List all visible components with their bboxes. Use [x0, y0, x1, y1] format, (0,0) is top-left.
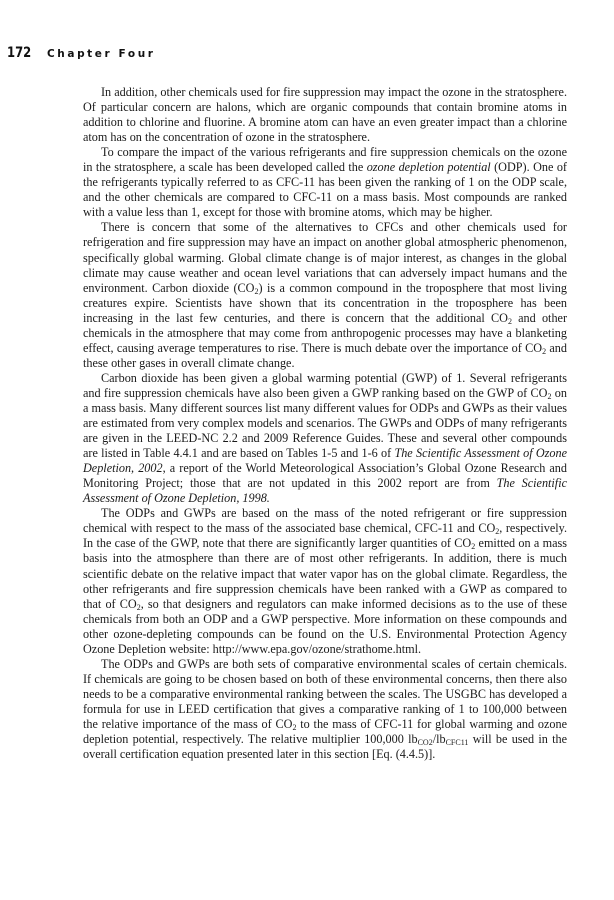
term-odp: ozone depletion potential — [366, 160, 491, 175]
body-text — [83, 85, 567, 762]
paragraph-halons: In addition, other chemicals used for fire suppression may impact the ozone in the stratosphere. Of particular concern are halons, which are organic compounds that contain bromine atoms in addition to chlorine and fluorine. A bromine atom can have an even greater impact than a chlorine atom has on the concentration of ozone in the stratosphere. — [83, 85, 567, 145]
chapter-title: Chapter Four — [47, 48, 156, 60]
paragraph-odp: To compare the impact of the various refrigerants and fire suppression chemicals on the ozone in the stratosphere, a scale has been developed called the ozone depletion potential (ODP). One of the refrigerants typically referred to as CFC-11 has been given the ranking of 1 on the ODP scale, and the other chemicals are compared to CFC-11 on a mass basis. Most compounds are ranked with a value less than 1, except for those with bromine atoms, which may be higher. — [83, 145, 567, 220]
paragraph-gwp: Carbon dioxide has been given a global warming potential (GWP) of 1. Several refrigerants and fire suppression chemicals have also been given a GWP ranking based on the GWP of $CO_2$ on a mass basis. Many different sources list many different values for ODPs and GWPs as their values are estimated from very complex models and scenarios. The GWPs and ODPs of many refrigerants are given in the LEED-NC 2.2 and 2009 Reference Guides. These and several other compounds are listed in Table 4.4.1 and are based on Tables 1-5 and 1-6 of The Scientific Assessment of Ozone Depletion, 2002, a report of the World Meteorological Association’s Global Ozone Research and Monitoring Project; those that are not updated in this 2002 report are from The Scientific Assessment of Ozone Depletion, 1998. — [83, 370, 567, 506]
paragraph-mass-basis: The ODPs and GWPs are based on the mass of the noted refrigerant or fire suppression chemical with respect to the mass of the associated base chemical, CFC-11 and $CO_2$, respectively. In the case of the GWP, note that there are significantly larger quantities of $CO_2$ emitted on a mass basis into the atmosphere than there are of most other refrigerants. In addition, there is much scientific debate on the relative impact that water vapor has on the global climate. Regardless, the other refrigerants and fire suppression chemicals have been ranked with a GWP as compared to that of $CO_2$, so that designers and regulators can make informed decisions as to the use of these chemicals from both an ODP and a GWP perspective. More information on these compounds and other ozone-depleting compounds can be found on the U.S. Environmental Protection Agency Ozone Depletion website: http://www.epa.gov/ozone/strathome.html. — [83, 506, 568, 656]
citation-1998: The Scientific Assessment of Ozone Depletion, 1998. — [83, 476, 567, 506]
paragraph-usgbc: The ODPs and GWPs are both sets of comparative environmental scales of certain chemicals. If chemicals are going to be chosen based on both of these environmental concerns, then there also needs to be a comparative environmental ranking between the scales. The USGBC has developed a formula for use in LEED certification that gives a comparative ranking of 1 to 100,000 between the relative importance of the mass of $CO_2$ to the mass of CFC-11 for global warming and ozone depletion potential, respectively. The relative multiplier 100,000 $lb_{CO2}/lb_{CFC11}$ will be used in the overall certification equation presented later in this section [Eq. (4.4.5)]. — [83, 656, 568, 762]
citation-2002: The Scientific Assessment of Ozone Depletion, 2002 — [83, 446, 567, 476]
page-header — [7, 45, 156, 61]
paragraph-global-warming: There is concern that some of the alternatives to CFCs and other chemicals used for refrigeration and fire suppression may have an impact on another global atmospheric phenomenon, specifically global warming. Global climate change is of major interest, as changes in the global climate may cause weather and ocean level variations that can adversely impact humans and the environment. Carbon dioxide $(CO_2)$ is a common compound in the troposphere that most living creatures expire. Scientists have shown that its concentration in the troposphere has been increasing in the last few centuries, and there is concern that the additional $CO_2$ and other chemicals in the atmosphere that may come from anthropogenic processes may have a blanketing effect, causing average temperatures to rise. There is much debate over the importance of $CO_2$ and these other gases in overall climate change. — [83, 220, 568, 370]
page-number: 172 — [7, 45, 32, 61]
